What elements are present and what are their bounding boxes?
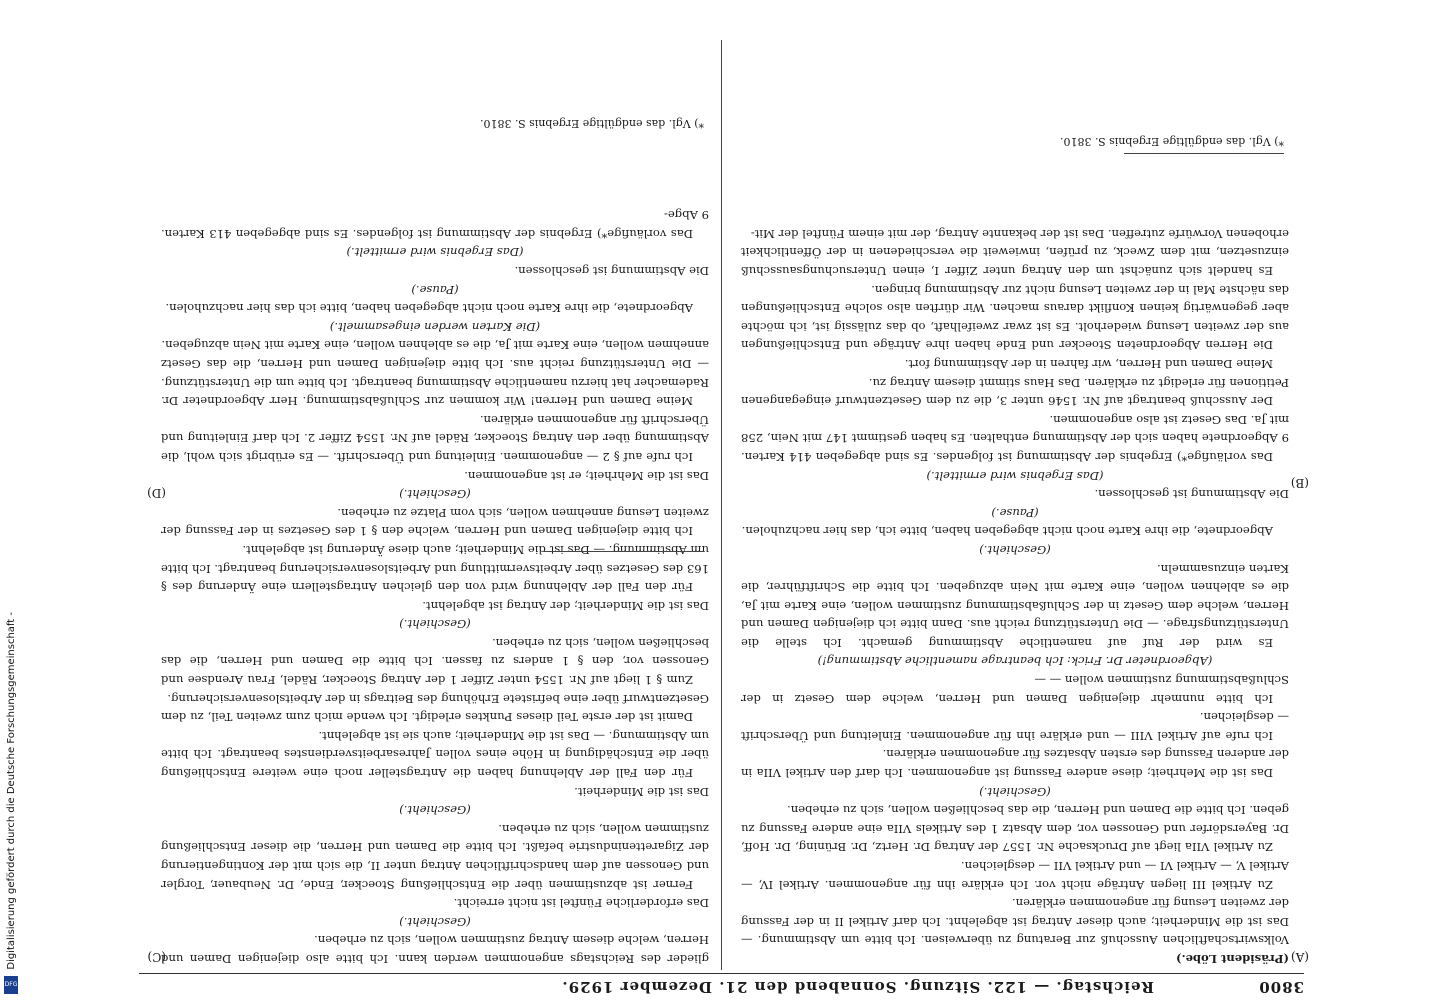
paragraph: Das ist die Mehrheit; er ist angenommen.: [464, 468, 709, 483]
left-column: [741, 168, 1289, 968]
stage-direction: (Pause.): [991, 505, 1039, 520]
paragraph: Die Abstimmung ist geschlossen.: [1094, 487, 1289, 502]
footnote-rule-right: [544, 551, 704, 552]
margin-marker-b: (B): [1290, 476, 1309, 490]
paragraph: Der Ausschuß beantragt auf Nr. 1546 unter 3, die zu dem Gesetzentwurf eingegangenen Petitionen für erledigt zu erklären. Das Haus stimmt diesem Antrag zu.: [741, 375, 1289, 409]
paragraph: Es wird der Ruf auf namentliche Abstimmung gemacht. Ich stelle die Unterstützungsfrage. — Die Unterstützung reicht aus. Dann bitte ich diejenigen Damen und Herren, welche dem Gesetz in der Schlußabstimmung zustimmen wollen, eine Karte mit Ja, die es ablehnen wollen, eine Karte mit Nein abzugeben. Ich bitte die Schriftführer, die Karten einzusammeln.: [741, 561, 1289, 650]
paragraph: Ich bitte nunmehr diejenigen Damen und Herren, welche dem Gesetz in der Schlußabstimmung zustimmen wollen — —: [741, 673, 1289, 706]
paragraph: Die Abstimmung ist geschlossen.: [514, 264, 709, 279]
paragraph: Abgeordnete, die ihre Karte noch nicht abgegeben haben, bitte ich das hier nachzuholen.: [165, 301, 693, 316]
paragraph: Das erforderliche Fünftel ist nicht erreicht.: [453, 896, 709, 911]
digitization-sidebar: [0, 0, 24, 1000]
paragraph: glieder des Reichstags angenommen werden kann. Ich bitte also diejenigen Damen und Herren, welche diesem Antrag zustimmen wollen, sich zu erheben.: [161, 933, 709, 966]
stage-direction: (Geschieht.): [399, 803, 471, 818]
paragraph: Das ist die Mehrheit; diese andere Fassung ist angenommen. Ich darf den Artikel VIIa in der anderen Fassung des ersten Absatzes für angenommen erklären.: [741, 747, 1289, 781]
paragraph: Meine Damen und Herren! Wir kommen zur Schlußabstimmung. Herr Abgeordneter Dr. Rademacher hat hierzu namentliche Abstimmung beantragt. Ich bitte um die Unterstützung. — Die Unterstützung reicht aus. Ich bitte diejenigen Damen und Herren, die das Gesetz annehmen wollen, eine Karte mit Ja, die es ablehnen wollen, eine Karte mit Nein abzugeben.: [161, 338, 709, 409]
speaker-label: (Präsident Löbe.): [1176, 952, 1289, 966]
paragraph: Ich bitte diejenigen Damen und Herren, welche den § 1 des Gesetzes in der Fassung der zweiten Lesung annehmen wollen, sich vom Platze zu erheben.: [161, 505, 709, 539]
digitization-note: Digitalisierung gefördert durch die Deutsche Forschungsgemeinschaft -: [6, 612, 17, 970]
footnote-left: *) Vgl. das endgültige Ergebnis S. 3810.: [1059, 135, 1284, 148]
paragraph: Das vorläufige*) Ergebnis der Abstimmung ist folgendes. Es sind abgegeben 414 Karten. 9 Abgeordnete haben sich der Abstimmung enthalten. Es haben gestimmt 147 mit Nein, 258 mit Ja. Das Gesetz ist also angenommen.: [741, 412, 1289, 464]
running-head: Reichstag. — 122. Sitzung. Sonnabend den 21. Dezember 1929.: [561, 978, 1154, 996]
paragraph: Für den Fall der Ablehnung wird von den gleichen Antragstellern eine Änderung des § 163 des Gesetzes über Arbeitsvermittlung und Arbeitslosenversicherung beantragt. Ich bitte um Abstimmung. — Das ist die Minderheit; auch diese Änderung ist abgelehnt.: [161, 542, 709, 595]
stage-direction: (Die Karten werden eingesammelt.): [329, 319, 541, 334]
stage-direction: (Geschieht.): [979, 784, 1051, 799]
page-header: [144, 974, 1304, 996]
right-column: [161, 168, 709, 968]
footnote-right: *) Vgl. das endgültige Ergebnis S. 3810.: [479, 117, 704, 130]
page-number: 3800: [1258, 978, 1304, 996]
stage-direction: (Geschieht.): [399, 914, 471, 929]
paragraph: Das ist die Minderheit.: [574, 784, 709, 799]
paragraph: Für den Fall der Ablehnung haben die Antragsteller noch eine weitere Entschließung über die Entschädigung in Höhe eines vollen Jahresarbeitsverdienstes beantragt. Ich bitte um Abstimmung. — Das ist die Minderheit; auch sie ist abgelehnt.: [161, 728, 709, 781]
paragraph: Die Herren Abgeordneten Stoecker und Ende haben ihre Anträge und Entschließungen aus der zweiten Lesung wiederholt. Es ist zwar zweifelhaft, ob das zulässig ist, ich möchte aber gegenwärtig keinen Konflikt daraus machen. Wir dürften also solche Entschließungen das nächste Mal in der zweiten Lesung nicht zur Abstimmung bringen.: [741, 282, 1289, 353]
paragraph: Das ist die Minderheit; der Antrag ist abgelehnt.: [422, 598, 709, 613]
stage-direction: (Geschieht.): [399, 487, 471, 502]
paragraph: Meine Damen und Herren, wir fahren in der Abstimmung fort.: [904, 357, 1273, 371]
paragraph: Zu Artikel VIIa liegt auf Drucksache Nr. 1557 der Antrag Dr. Hertz, Dr. Brüning, Dr. Hoff, Dr. Bayersdörfer und Genossen vor, dem Absatz 1 des Artikels VIIa eine andere Fassung zu geben. Ich bitte die Damen und Herren, die das beschließen wollen, sich zu erheben.: [741, 803, 1289, 855]
dfg-logo-icon: DFG: [4, 976, 18, 994]
stage-direction: (Geschieht.): [979, 542, 1051, 557]
margin-marker-c: (C): [147, 950, 166, 964]
stage-direction: (Pause.): [411, 282, 459, 297]
paragraph: Es handelt sich zunächst um den Antrag unter Ziffer I, einen Untersuchungsausschuß einzusetzen, mit dem Zweck, zu prüfen, inwieweit die verschiedenen in der Öffentlichkeit erhobenen Vorwürfe zutreffen. Das ist der bekannte Antrag, der mit einem Fünftel der Mit-: [741, 226, 1289, 279]
paragraph: Das vorläufige*) Ergebnis der Abstimmung ist folgendes. Es sind abgegeben 413 Karten. 9 Abge-: [161, 208, 709, 241]
paragraph: Damit ist der erste Teil dieses Punktes erledigt. Ich wende mich zum zweiten Teil, zu dem Gesetzentwurf über eine befristete Erhöhung des Beitrags in der Arbeitslosenversicherung.: [161, 691, 709, 725]
margin-marker-d: (D): [147, 486, 166, 500]
paragraph: Ich rufe auf § 2 — angenommen. Einleitung und Überschrift. — Es erübrigt sich wohl, die Abstimmung über den Antrag Stoecker, Rädel auf Nr. 1554 Ziffer 2. Ich darf Einleitung und Überschrift für angenommen erklären.: [161, 412, 709, 464]
header-rule: [139, 973, 1304, 974]
paragraph: Abgeordnete, die ihre Karte noch nicht abgegeben haben, bitte ich, das hier nachzuholen.: [741, 524, 1273, 539]
paragraph: Ferner ist abzustimmen über die Entschließung Stoecker, Ende, Dr. Neubauer, Torgler und Genossen auf dem handschriftlichen Antrag unter II, die sich mit der Kontingentierung der Zigarettenindustrie befaßt. Ich bitte die Damen und Herren, die dieser Entschließung zustimmen wollen, sich zu erheben.: [161, 821, 709, 892]
margin-marker-a: (A): [1290, 950, 1309, 964]
interjection: (Abgeordneter Dr. Frick: Ich beantrage namentliche Abstimmung!): [817, 654, 1213, 669]
paragraph: Zu Artikel III liegen Anträge nicht vor. Ich erkläre ihn für angenommen. Artikel IV, — Artikel V, — Artikel VI — und Artikel VII — desgleichen.: [741, 859, 1289, 892]
stage-direction: (Das Ergebnis wird ermittelt.): [926, 468, 1104, 483]
paragraph: Volkswirtschaftlichen Ausschuß zur Beratung zu überweisen. Ich bitte um Abstimmung. — Das ist die Minderheit; auch dieser Antrag ist abgelehnt. Ich darf Artikel II in der Fassung der zweiten Lesung für angenommen erklären.: [741, 896, 1289, 948]
paragraph: Ich rufe auf Artikel VIII — und erkläre ihn für angenommen. Einleitung und Überschrift — desgleichen.: [741, 710, 1289, 743]
paragraph: Zum § 1 liegt auf Nr. 1554 unter Ziffer 1 der Antrag Stoecker, Rädel, Frau Arendsee und Genossen vor, den § 1 anders zu fassen. Ich bitte die Damen und Herren, die das beschließen wollen, sich zu erheben.: [161, 635, 709, 688]
footnote-rule-left: [1124, 153, 1284, 154]
stage-direction: (Das Ergebnis wird ermittelt.): [346, 245, 524, 260]
stage-direction: (Geschieht.): [399, 617, 471, 632]
column-divider: [721, 40, 722, 970]
